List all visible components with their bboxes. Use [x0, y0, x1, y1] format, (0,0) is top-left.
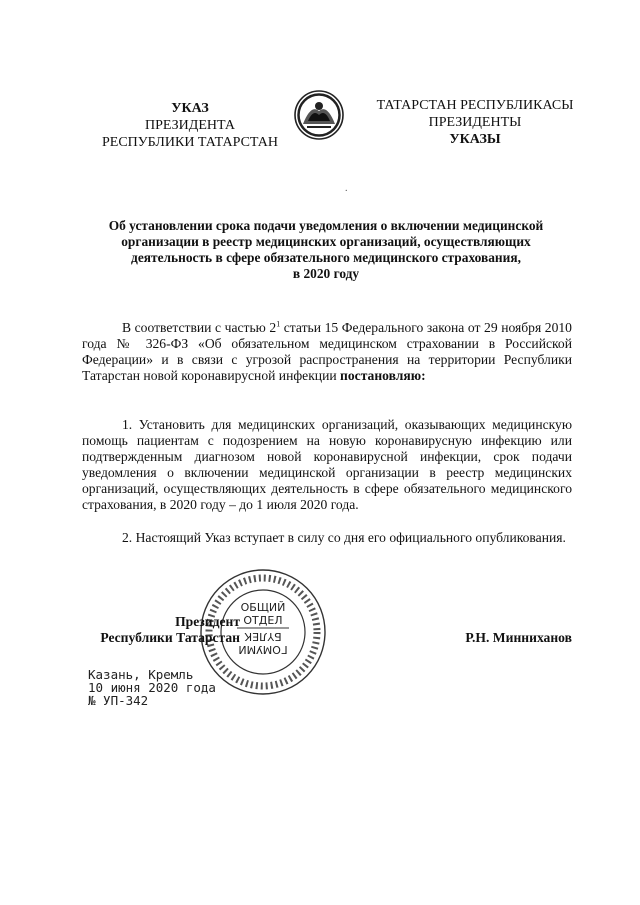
signature-title-line-1: Президент [175, 614, 240, 629]
header-left-line-2: ПРЕЗИДЕНТА [145, 118, 235, 133]
header-right-line-3: УКАЗЫ [449, 132, 501, 147]
signature-title-line-2: Республики Татарстан [100, 630, 240, 645]
stamp-line-2: ОТДЕЛ [243, 614, 283, 627]
title-line-3: деятельность в сфере обязательного медицинского страхования, [131, 250, 521, 265]
title-line-4: в 2020 году [292, 266, 360, 281]
decree-title [80, 218, 572, 282]
stamp-line-1: ОБЩИЙ [240, 601, 286, 614]
header-left-line-1: УКАЗ [171, 101, 209, 116]
speck: . [345, 183, 348, 194]
header-left-line-3: РЕСПУБЛИКИ ТАТАРСТАН [101, 135, 278, 150]
footer-date: 10 июня 2020 года [88, 680, 216, 695]
item-1-text: 1. Установить для медицинских организаций, оказывающих медицинскую помощь пациентам с подозрением на новую коронавирусную инфекцию или подтвержденным диагнозом новой коронавирусной инфекции, срок подачи уведомления о включении медицинской организации в реестр медицинских организаций, осуществляющих деятельность в сфере обязательного медицинского страхования, в 2020 году – до 1 июля 2020 года. [82, 417, 572, 512]
signature-name: Р.Н. Минниханов [465, 630, 572, 645]
header-right [355, 97, 595, 148]
decree-footer [88, 668, 216, 707]
header-right-line-1: ТАТАРСТАН РЕСПУБЛИКАСЫ [376, 98, 574, 113]
item-2-text: 2. Настоящий Указ вступает в силу со дня его официального опубликования. [122, 530, 566, 545]
title-line-1: Об установлении срока подачи уведомления о включении медицинской [108, 218, 544, 233]
preamble-text-b: статьи 15 Федерального закона от 29 ноября 2010 года № 326-ФЗ «Об обязательном медицинском страховании в Российской Федерации» и в связи с угрозой распространения на территории Республики Татарстан новой коронавирусной инфекции [82, 320, 572, 383]
footer-place: Казань, Кремль [88, 667, 194, 682]
preamble-superscript: 1 [276, 319, 281, 329]
paragraph-item-1 [82, 417, 572, 513]
coat-of-arms-emblem [293, 89, 345, 141]
preamble-resolve: постановляю: [340, 368, 426, 383]
preamble-text-a: В соответствии с частью 2 [122, 320, 277, 335]
header-left [80, 100, 300, 151]
header-right-line-2: ПРЕЗИДЕНТЫ [428, 115, 522, 130]
paragraph-item-2 [82, 530, 572, 546]
footer-number: № УП-342 [88, 693, 149, 708]
title-line-2: организации в реестр медицинских организаций, осуществляющих [121, 234, 531, 249]
signature-title [80, 614, 240, 646]
stamp-line-4: ГОМУМИ [238, 643, 288, 656]
paragraph-preamble [82, 320, 572, 384]
stamp-line-3: БҮЛЕК [244, 630, 282, 643]
